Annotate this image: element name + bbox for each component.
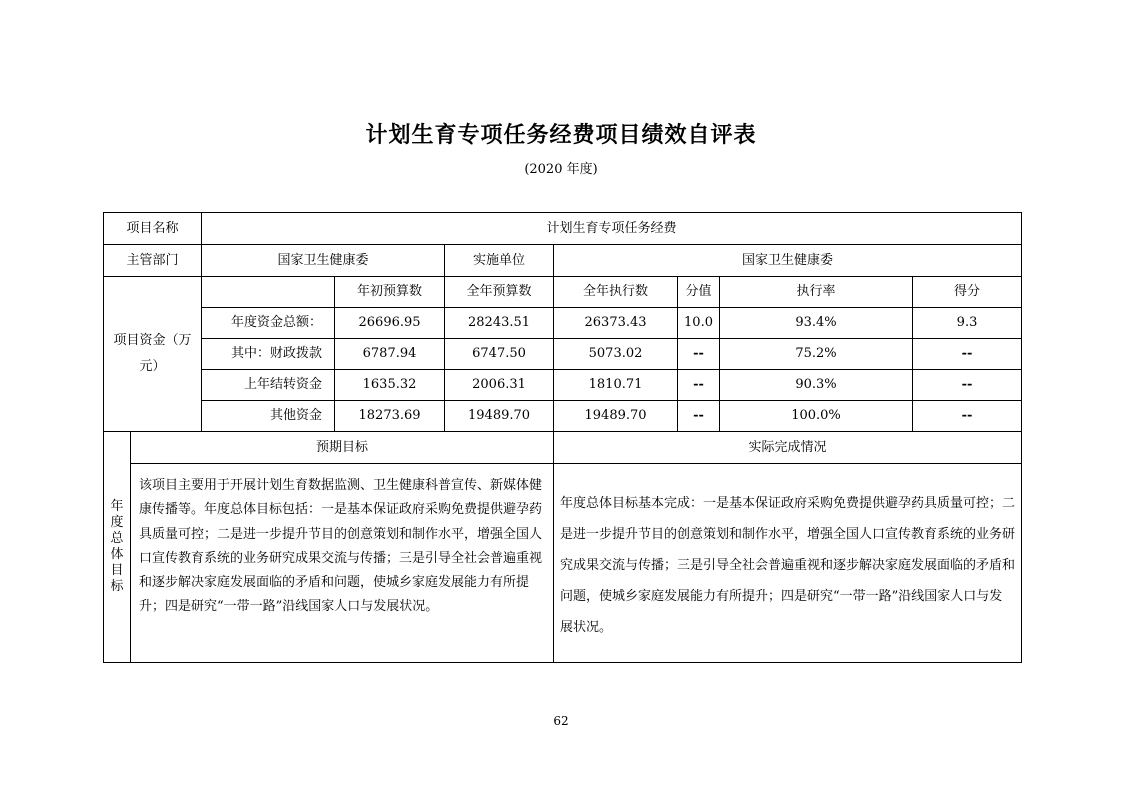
funds-header-blank xyxy=(202,277,335,308)
funds-header-6: 得分 xyxy=(913,277,1022,308)
funds-row-name: 其他资金 xyxy=(202,401,335,432)
funds-row-name: 其中：财政拨款 xyxy=(202,339,335,370)
dept-label: 主管部门 xyxy=(104,245,202,277)
dept-value: 国家卫生健康委 xyxy=(202,245,445,277)
goals-side-char: 总 xyxy=(110,531,124,546)
goals-side-char: 标 xyxy=(110,579,124,594)
funds-cell: -- xyxy=(913,370,1022,401)
funds-cell: 10.0 xyxy=(678,308,720,339)
goals-side-char: 度 xyxy=(110,515,124,530)
goals-side-label xyxy=(104,432,131,663)
funds-cell: 26696.95 xyxy=(335,308,445,339)
page-title: 计划生育专项任务经费项目绩效自评表 xyxy=(365,123,757,148)
funds-cell: 19489.70 xyxy=(554,401,678,432)
expected-goal-header: 预期目标 xyxy=(131,432,554,464)
funds-cell: -- xyxy=(913,401,1022,432)
funds-header-5: 执行率 xyxy=(720,277,913,308)
funds-cell: -- xyxy=(678,339,720,370)
funds-row xyxy=(104,339,1022,370)
funds-row xyxy=(104,401,1022,432)
funds-header-4: 分值 xyxy=(678,277,720,308)
funds-cell: 19489.70 xyxy=(445,401,554,432)
page-number: 62 xyxy=(553,714,569,728)
impl-unit-label: 实施单位 xyxy=(445,245,554,277)
goals-side-char: 体 xyxy=(110,547,124,562)
funds-row-name: 年度资金总额： xyxy=(202,308,335,339)
funds-row-name: 上年结转资金 xyxy=(202,370,335,401)
evaluation-table xyxy=(103,212,1022,663)
funds-cell: 18273.69 xyxy=(335,401,445,432)
funds-cell: 6787.94 xyxy=(335,339,445,370)
funds-cell: -- xyxy=(913,339,1022,370)
funds-header-3: 全年执行数 xyxy=(554,277,678,308)
funds-header-2: 全年预算数 xyxy=(445,277,554,308)
funds-row xyxy=(104,370,1022,401)
funds-cell: 5073.02 xyxy=(554,339,678,370)
funds-cell: 75.2% xyxy=(720,339,913,370)
actual-result-text: 年度总体目标基本完成：一是基本保证政府采购免费提供避孕药具质量可控；二是进一步提升节目的创意策划和制作水平，增强全国人口宣传教育系统的业务研究成果交流与传播；三是引导全社会普遍重视和逐步解决家庭发展面临的矛盾和问题，使城乡家庭发展能力有所提升；四是研究“一带一路”沿线国家人口与发展状况。 xyxy=(554,464,1022,663)
funds-cell: 26373.43 xyxy=(554,308,678,339)
funds-cell: 100.0% xyxy=(720,401,913,432)
impl-unit-value: 国家卫生健康委 xyxy=(554,245,1022,277)
funds-header-row xyxy=(104,277,1022,308)
project-name-row xyxy=(104,213,1022,245)
page-subtitle: (2020 年度) xyxy=(524,162,598,177)
goals-side-char: 年 xyxy=(110,499,124,514)
funds-cell: 1635.32 xyxy=(335,370,445,401)
goals-side-char: 目 xyxy=(110,563,124,578)
dept-row xyxy=(104,245,1022,277)
funds-cell: -- xyxy=(678,370,720,401)
goals-content-row xyxy=(104,464,1022,663)
goals-header-row xyxy=(104,432,1022,464)
funds-cell: 93.4% xyxy=(720,308,913,339)
expected-goal-text: 该项目主要用于开展计划生育数据监测、卫生健康科普宣传、新媒体健康传播等。年度总体目标包括：一是基本保证政府采购免费提供避孕药具质量可控；二是进一步提升节目的创意策划和制作水平，增强全国人口宣传教育系统的业务研究成果交流与传播；三是引导全社会普遍重视和逐步解决家庭发展面临的矛盾和问题，使城乡家庭发展能力有所提升；四是研究“一带一路”沿线国家人口与发展状况。 xyxy=(131,464,554,663)
funds-row xyxy=(104,308,1022,339)
funds-label: 项目资金（万元） xyxy=(104,277,202,432)
funds-cell: 9.3 xyxy=(913,308,1022,339)
actual-result-header: 实际完成情况 xyxy=(554,432,1022,464)
project-name-value: 计划生育专项任务经费 xyxy=(202,213,1022,245)
funds-cell: 90.3% xyxy=(720,370,913,401)
funds-cell: 2006.31 xyxy=(445,370,554,401)
funds-cell: 28243.51 xyxy=(445,308,554,339)
funds-header-1: 年初预算数 xyxy=(335,277,445,308)
funds-cell: 6747.50 xyxy=(445,339,554,370)
funds-cell: 1810.71 xyxy=(554,370,678,401)
funds-cell: -- xyxy=(678,401,720,432)
project-name-label: 项目名称 xyxy=(104,213,202,245)
